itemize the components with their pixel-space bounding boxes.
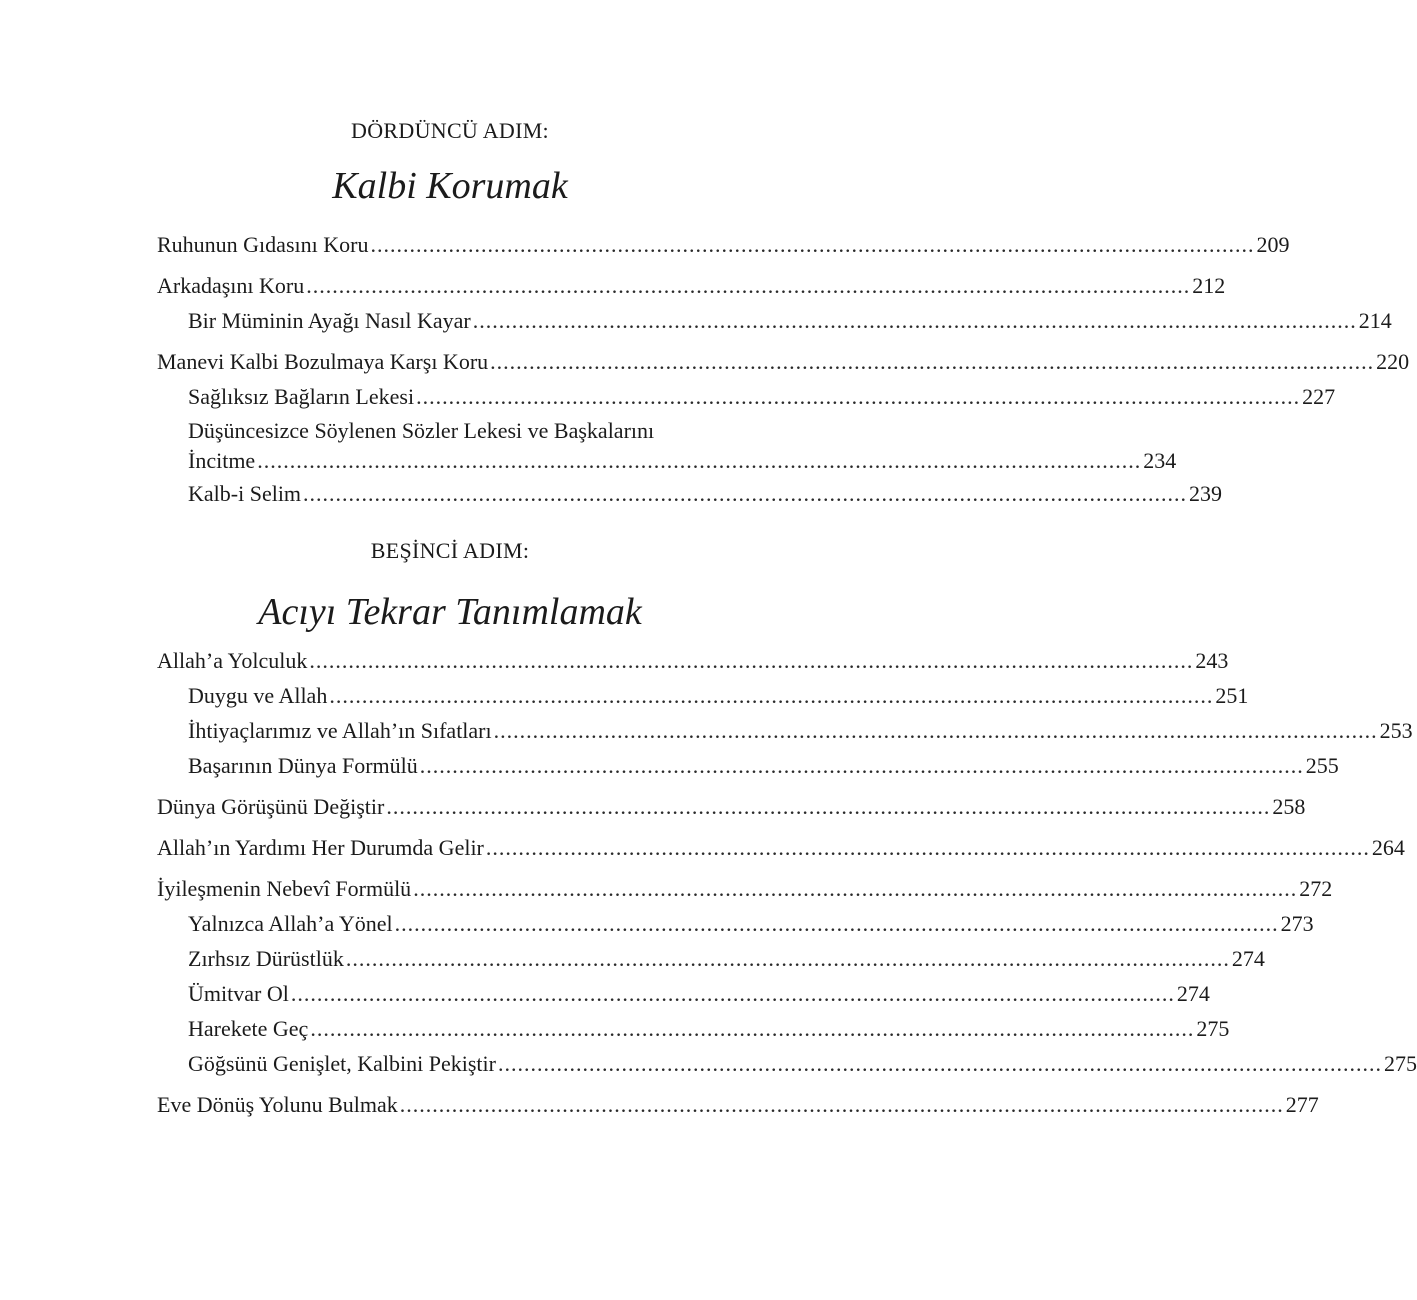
leader-dots: ........................................................................................................................................ (257, 448, 1142, 473)
toc-entry-page: 253 (1379, 718, 1413, 743)
toc-entry-page: 209 (1256, 232, 1290, 257)
toc-entry-page: 239 (1189, 481, 1223, 506)
section-4-step-label: DÖRDÜNCÜ ADIM: (351, 118, 549, 143)
toc-entry-title: Allah’a Yolculuk (157, 648, 308, 673)
toc-subentry[interactable] (157, 748, 1339, 783)
leader-dots: ........................................................................................................................................ (472, 308, 1357, 333)
leader-dots: ........................................................................................................................................ (370, 232, 1255, 257)
leader-dots: ........................................................................................................................................ (309, 648, 1194, 673)
section-4-toc (157, 227, 1410, 511)
toc-entry-title: Kalb-i Selim (188, 481, 302, 506)
toc-entry-title: İyileşmenin Nebevî Formülü (157, 876, 412, 901)
toc-subentry[interactable] (157, 976, 1210, 1011)
leader-dots: ........................................................................................................................................ (493, 718, 1378, 743)
toc-entry-title: İncitme (188, 448, 256, 473)
toc-entry-title: Zırhsız Dürüstlük (188, 946, 344, 971)
toc-entry-page: 264 (1371, 835, 1405, 860)
leader-dots: ........................................................................................................................................ (394, 911, 1279, 936)
toc-entry-title: Arkadaşını Koru (157, 273, 305, 298)
toc-entry-page: 274 (1231, 946, 1265, 971)
toc-entry-title: Göğsünü Genişlet, Kalbini Pekiştir (188, 1051, 496, 1076)
section-5-toc (157, 643, 1417, 1122)
toc-entry-title: Duygu ve Allah (188, 683, 328, 708)
leader-dots: ........................................................................................................................................ (497, 1051, 1382, 1076)
toc-subentry[interactable] (157, 303, 1392, 338)
toc-entry-title: Yalnızca Allah’a Yönel (188, 911, 393, 936)
toc-subentry[interactable] (157, 941, 1265, 976)
toc-entry-page: 251 (1215, 683, 1249, 708)
toc-entry-page: 275 (1196, 1016, 1230, 1041)
toc-entry-page: 275 (1383, 1051, 1417, 1076)
leader-dots: ........................................................................................................................................ (386, 794, 1271, 819)
toc-entry-title: Bir Müminin Ayağı Nasıl Kayar (188, 308, 471, 333)
leader-dots: ........................................................................................................................................ (490, 349, 1375, 374)
section-5-title: Acıyı Tekrar Tanımlamak (258, 591, 642, 633)
toc-entry-title: Eve Dönüş Yolunu Bulmak (157, 1092, 398, 1117)
leader-dots: ........................................................................................................................................ (306, 273, 1191, 298)
toc-entry[interactable] (157, 830, 1405, 865)
toc-subentry[interactable] (157, 906, 1314, 941)
toc-entry-title: Allah’ın Yardımı Her Durumda Gelir (157, 835, 484, 860)
toc-entry-title: Manevi Kalbi Bozulmaya Karşı Koru (157, 349, 489, 374)
leader-dots: ........................................................................................................................................ (329, 683, 1214, 708)
toc-entry-title: Başarının Dünya Formülü (188, 753, 418, 778)
toc-entry[interactable] (157, 871, 1333, 906)
toc-subentry[interactable] (157, 446, 1177, 476)
toc-entry-title: Ümitvar Ol (188, 981, 289, 1006)
leader-dots: ........................................................................................................................................ (419, 753, 1304, 778)
toc-subentry-title-line1[interactable]: Düşüncesizce Söylenen Sözler Lekesi ve Başkalarını (188, 418, 655, 443)
leader-dots: ........................................................................................................................................ (290, 981, 1175, 1006)
toc-entry-page: 243 (1195, 648, 1229, 673)
section-4-title: Kalbi Korumak (332, 165, 568, 207)
toc-subentry[interactable] (157, 1011, 1230, 1046)
toc-entry[interactable] (157, 643, 1229, 678)
leader-dots: ........................................................................................................................................ (413, 876, 1298, 901)
toc-entry-page: 227 (1302, 384, 1336, 409)
toc-entry-title: Harekete Geç (188, 1016, 309, 1041)
leader-dots: ........................................................................................................................................ (416, 384, 1301, 409)
toc-entry-title: İhtiyaçlarımız ve Allah’ın Sıfatları (188, 718, 492, 743)
toc-entry-page: 214 (1358, 308, 1392, 333)
section-5-step-label: BEŞİNCİ ADIM: (370, 538, 530, 563)
toc-entry-page: 273 (1280, 911, 1314, 936)
toc-entry-title: Dünya Görüşünü Değiştir (157, 794, 385, 819)
toc-entry-page: 277 (1285, 1092, 1319, 1117)
toc-entry-page: 274 (1176, 981, 1210, 1006)
leader-dots: ........................................................................................................................................ (303, 481, 1188, 506)
toc-subentry[interactable] (157, 713, 1413, 748)
toc-entry-title: Sağlıksız Bağların Lekesi (188, 384, 415, 409)
toc-entry-page: 272 (1299, 876, 1333, 901)
toc-entry[interactable] (157, 344, 1410, 379)
toc-subentry[interactable] (157, 379, 1336, 414)
toc-entry[interactable] (157, 227, 1290, 262)
leader-dots: ........................................................................................................................................ (345, 946, 1230, 971)
toc-subentry[interactable] (157, 1046, 1417, 1081)
toc-entry-page: 212 (1192, 273, 1226, 298)
toc-subentry[interactable] (157, 476, 1223, 511)
toc-entry-title: Ruhunun Gıdasını Koru (157, 232, 369, 257)
leader-dots: ........................................................................................................................................ (310, 1016, 1195, 1041)
toc-entry-page: 258 (1272, 794, 1306, 819)
toc-entry-page: 234 (1143, 448, 1177, 473)
toc-subentry[interactable] (157, 678, 1249, 713)
leader-dots: ........................................................................................................................................ (399, 1092, 1284, 1117)
toc-entry[interactable] (157, 268, 1226, 303)
toc-entry[interactable] (157, 1087, 1319, 1122)
leader-dots: ........................................................................................................................................ (485, 835, 1370, 860)
toc-entry-page: 255 (1305, 753, 1339, 778)
toc-entry-page: 220 (1376, 349, 1410, 374)
toc-entry[interactable] (157, 789, 1306, 824)
